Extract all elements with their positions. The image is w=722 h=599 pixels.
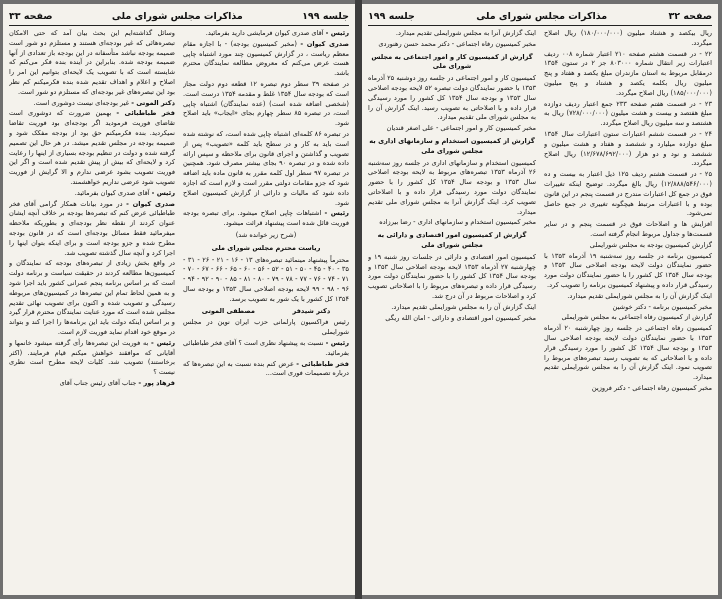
body-paragraph <box>183 80 349 129</box>
paragraph-text: عرض کنم بنده نسبت به این تبصره‌ها که درباره تصمیمات فوری است... <box>183 359 349 378</box>
speech-paragraph <box>183 29 349 39</box>
speaker-name: رئیس - <box>151 338 175 347</box>
body-paragraph <box>368 253 536 302</box>
paragraph-text: کمیسیون استخدام و سازمانهای اداری در جلسه روز سه‌شنبه ۲۶ آذرماه ۱۳۵۳ تبصره‌های مربوط به لایحه بودجه اصلاحی سال ۱۳۵۳ و بودجه سال ۱۳۵۴ کل کشور را با حضور نمایندگان دولت مورد رسیدگی قرار داده و با اصلاحاتی تصویب کرد. اینک گزارش آنرا به مجلس شورای ملی تقدیم میدارد. <box>368 158 536 216</box>
paragraph-text: (مخبر کمیسیون بودجه) - با اجازه مقام معظم ریاست ، در گزارش کمیسیون چند مورد اشتباه چاپی هست عرض می‌کنم که معروض مطالعه نمایندگان محترم باشد. <box>183 39 349 78</box>
paragraph-text: غیر بودجه‌ای نیست دوشوری است. <box>33 98 130 107</box>
page-header <box>9 7 349 26</box>
paragraph-text: در صفحه ۳۹ سطر دوم تبصره ۱۲ قطعه دوم دولت مجاز است که بودجه سال ۱۳۵۴ غلط و مقدمه ۱۳۵۴ درست است. (شخصی اضافه شده است) (عده نمایندگان) اشتباه چاپی است، در تبصره ۸۵ سطر چهارم بجای «ایجاب» باید اصلاح شود. <box>183 79 349 128</box>
signatory-name: دکتر شیدفر <box>292 306 331 315</box>
paragraph-text: در تبصره ۸۶ کلمه‌ای اشتباه چاپی شده است، که نوشته شده است باید به کار و در سطح باید کلمه «تصویب» پس از تصویب و گذاشتن و اجرای قانون برای ملاحظه و سپس ارائه داده شده و در تبصره ۹۰ بجای بیشتر مصرف شود. همچنین در تبصره ۹۷ سطر اول کلمه مقرر به قانون ماده باید اضافه شود که جزو مقامات دولتی مقرر است و لازم است که اجازه داده شود که مالیات و دارائی از گزارش کمیسیون اصلاح شود. <box>183 129 349 207</box>
paragraph-text: کمیسیون امور اقتصادی و دارائی در جلسات روز شنبه ۱۹ و چهارشنبه ۲۷ آذرماه ۱۳۵۳ لایحه بودجه اصلاحی سال ۱۳۵۳ و بودجه سال ۱۳۵۴ کل کشور را با حضور نمایندگان دولت مورد رسیدگی قرار داده و تبصره‌های مربوط را با اصلاحاتی تصویب کرد و اصلاحات مربوط در آن درج شد. <box>368 252 536 300</box>
body-paragraph <box>544 324 712 383</box>
paragraph-text: اینک گزارش آن را به مجلس شورایملی تقدیم میدارد. <box>391 302 536 311</box>
speech-paragraph <box>183 360 349 380</box>
paragraph-text: کمیسیون کار و امور اجتماعی در جلسه روز دوشنبه ۲۵ آذرماه ۱۳۵۳ با حضور نمایندگان دولت تبصره ۵۲ لایحه بودجه اصلاحی سال ۱۳۵۳ و بودجه سال ۱۳۵۴ کل کشور را مورد رسیدگی قرار داده و با اصلاحاتی به تصویب رسید. اینک گزارش آن را به مجلس شورای ملی تقدیم میدارد. <box>368 74 536 122</box>
body-paragraph <box>183 256 349 305</box>
section-heading <box>368 231 536 251</box>
paragraph-text: مخبر کمیسیون کار و امور اجتماعی - علی اصغر قندیان <box>386 124 536 133</box>
left-page <box>3 4 355 595</box>
speech-paragraph <box>183 209 349 229</box>
paragraph-text: گزارش از کمیسیون امور اقتصادی و دارائی به مجلس شورای ملی <box>377 231 527 249</box>
page-number: صفحه ۳۳ <box>9 10 53 22</box>
stage-note <box>183 231 349 241</box>
signature-line <box>183 307 349 317</box>
speaker-name: صدری کیوان - <box>126 199 175 208</box>
paragraph-text: اینک گزارش آنرا به مجلس شورایملی تقدیم میدارد. <box>395 29 536 37</box>
speech-paragraph <box>9 339 175 378</box>
body-paragraph <box>368 218 536 228</box>
speaker-name: رئیس - <box>325 29 349 37</box>
body-paragraph <box>544 303 712 313</box>
paragraph-text: گزارش از کمیسیون کار و امور اجتماعی به مجلس شورای ملی <box>371 52 533 71</box>
paragraph-text: آقای صدری کیوان فرمایشی دارید بفرمائید. <box>205 29 324 37</box>
speech-paragraph <box>9 379 175 389</box>
paragraph-text: کمیسیون رفاه اجتماعی در جلسه روز چهارشنبه ۲۰ آذرماه ۱۳۵۳ با حضور نمایندگان دولت لایحه بودجه اصلاحی سال ۱۳۵۳ و بودجه سال ۱۳۵۴ کل کشور را مورد رسیدگی قرار داده و با اصلاحاتی که به تصویب رسید تبصره‌های مربوط را تصویب نمود. اینک گزارش آن را به مجلس شورایملی تقدیم میدارد. <box>544 324 712 382</box>
section-heading <box>368 53 536 73</box>
body-paragraph <box>368 40 536 50</box>
paragraph-text: اشتباهات چاپی اصلاح میشود. برای تبصره بودجه فوریت قائل شده است پیشنهاد قرائت میشود. <box>183 209 349 228</box>
paragraph-text: گزارش کمیسیون بودجه به مجلس شورایملی <box>589 240 712 249</box>
section-heading <box>368 137 536 157</box>
speech-paragraph <box>9 99 175 109</box>
body-paragraph <box>544 313 712 323</box>
paragraph-text: به فوریت این تبصره‌ها رأی گرفته میشود خانمها و آقایانی که موافقند خواهش میکنم قیام فرمایند. (اکثر برخاستند) تصویب شد. کلیات لایحه مطرح است نظری نیست ؟ <box>9 338 175 377</box>
text-columns <box>9 29 349 591</box>
text-column-right <box>544 29 712 591</box>
paragraph-text: ۲۵ - در قسمت هشتم ردیف ۱۲۵ ذیل اعتبار به بیست و ده (۱۲/۸۸۸/۵۴۶/۰۰۰) ریال بالغ میگردد. توضیح اینکه تغییرات فوق در جمع کل اعتبارات مندرج در قسمت پنجم در این قانون بوده و با اعتبارات مرتبط هیچگونه تغییری در جمع حاصل نمی‌شود. <box>544 170 712 218</box>
publication-title: مذاکرات مجلس شورای ملی <box>476 10 608 22</box>
body-paragraph <box>368 29 536 39</box>
paragraph-text: ۲۳ - در قسمت هفتم صفحه ۲۳۳ جمع اعتبار ردیف دوازده مبلغ هفتصد و بیست و هشت میلیون (۷۲۸/۰۰۰/۰۰۰) ریال به هشتصد و سه میلیون ریال اصلاح میگردد. <box>544 99 712 128</box>
paragraph-text: ریاست محترم مجلس شورای ملی <box>211 243 321 252</box>
right-page <box>362 4 718 595</box>
paragraph-text: افزایش ها و اصلاحات فوق در قسمت پنجم و در سایر قسمت‌ها و جداول مربوط انجام گرفته است. <box>544 220 712 238</box>
paragraph-text: جناب آقای رئیس جناب آقای <box>59 378 137 387</box>
speech-paragraph <box>183 40 349 79</box>
body-paragraph <box>9 29 175 98</box>
speech-paragraph <box>9 200 175 259</box>
speaker-name: فرهاد پور - <box>138 378 175 387</box>
paragraph-text: مخبر کمیسیون رفاه اجتماعی - دکتر فروزین <box>591 383 712 392</box>
text-column-left <box>368 29 536 591</box>
body-paragraph <box>368 124 536 134</box>
speech-paragraph <box>9 109 175 187</box>
body-paragraph <box>9 259 175 337</box>
section-heading <box>183 244 349 254</box>
text-column-right <box>183 29 349 591</box>
paragraph-text: مخبر کمیسیون رفاه اجتماعی - دکتر محمد حسن رهنوردی <box>378 39 536 48</box>
paragraph-text: ریال بیکصد و هشتاد میلیون (۱۸۰/۰۰۰/۰۰۰) ریال اصلاح میگردد. <box>544 29 712 47</box>
paragraph-text: گزارش از کمیسیون رفاه اجتماعی به مجلس شورایملی <box>561 313 712 322</box>
page-number: صفحه ۳۲ <box>668 10 712 22</box>
paragraph-text: بهمین ضرورت که دوشوری است تقاضای فوریت فرمودید اگر بودجه‌ای بود فوریت تقاضا نمیکردید. بنده فکرمیکنم حق بود از بودجه مفکک شود و ضمیمه بودجه در مجلس تقدیم میشد. در هر حال این تصمیم گرفته شده و دولت در تنظیم بودجه بسیاری از اینها را رعایت کرد و لایحه‌ای که بیش از پیش تقدیم شده است و اگر این فوریت تصویب بشود عرضی ندارم و الا گرایش از فوریت تصویب شود عرضی نداریم خواهشمند. <box>9 109 175 186</box>
body-paragraph <box>368 303 536 313</box>
paragraph-text: وسائل گذاشته‌ایم این بحث بیان آمد که حتی الامکان تبصره‌هائی که غیر بودجه‌ای هستند و مستلزم دو شور است ضمیمه بودجه نباشد متأسفانه در این بودجه باز تعدادی از آنها ضمیمه بودجه شده. بنابراین در آینده بنده فکر می‌کنم که شایسته است که با تصویب یک لایحه‌ای بتوانیم این امر را اصلاح و اعلام و اهداف تقدیم شده بنده فکرمیکنم کم نظر بود این تبصره‌های غیر بودجه‌ای که مستلزم دو شور است. <box>9 29 175 96</box>
paragraph-text: مخبر کمیسیون برنامه - دکتر خوشین <box>612 302 712 311</box>
body-paragraph <box>544 241 712 251</box>
paragraph-text: نسبت به پیشنهاد نظری است ؟ آقای فخر طباطبائی بفرمائید. <box>183 338 349 357</box>
paragraph-text: مخبر کمیسیون استخدام و سازمانهای اداری - رضا بیرزاده <box>379 218 536 227</box>
book-gutter <box>355 0 362 599</box>
body-paragraph <box>368 74 536 123</box>
paragraph-text: رئیس فراکسیون پارلمانی حزب ایران نوین در مجلس شورایملی <box>183 318 349 337</box>
paragraph-text: (شرح زیر خوانده شد) <box>235 230 297 239</box>
speaker-name: رئیس - <box>325 338 349 347</box>
body-paragraph <box>544 130 712 169</box>
body-paragraph <box>544 292 712 302</box>
paragraph-text: آقای صدری کیوان بفرمائید. <box>74 188 150 197</box>
speech-paragraph <box>183 339 349 359</box>
paragraph-text: اینک گزارش آن را به مجلس شورایملی تقدیم میدارد. <box>567 291 712 300</box>
speaker-name: دکتر الموتی - <box>131 98 175 107</box>
speech-paragraph <box>9 189 175 199</box>
speaker-name: صدری کیوان - <box>300 39 349 48</box>
body-paragraph <box>544 29 712 49</box>
paragraph-text: گزارش از کمیسیون استخدام و سازمانهای اداری به مجلس شورای ملی <box>369 136 535 155</box>
paragraph-text: محترماً پیشنهاد مینمائید تبصره‌های ۱۳ - ۱۶ - ۲۱ - ۲۶ - ۳۱ - ۳۵ - ۴۰ - ۴۵ - ۵۰ - ۵۱ - ۵۲ - ۵۶ - ۶۰ - ۶۵ - ۶۶ - ۶۷ - ۷۰ - ۷۱ - ۷۴ - ۷۶ - ۷۷ - ۷۸ - ۷۹ - ۸۰ - ۸۱ - ۸۵ - ۹۰ - ۹۲ - ۹۴ - ۹۶ - ۹۸ - ۹۹ لایحه بودجه اصلاحی سال ۱۳۵۳ و بودجه سال ۱۳۵۴ کل کشور با یک شور به تصویب برسد. <box>183 255 349 303</box>
body-paragraph <box>368 314 536 324</box>
signatory-name: مصطفی الموتی <box>201 306 255 315</box>
body-paragraph <box>544 384 712 394</box>
speaker-name: رئیس - <box>324 209 349 218</box>
session-number: جلسه ۱۹۹ <box>302 10 349 22</box>
session-number: جلسه ۱۹۹ <box>368 10 415 22</box>
speaker-name: فخر طباطبائی - <box>116 109 175 118</box>
paragraph-text: در واقع بخش زیادی از تبصره‌های بودجه که نمایندگان و کمیسیون‌ها مطالعه کردند در حقیقت سیاست و برنامه دولت است که بر اساس برنامه پنجم عمرانی کشور باید اجرا شود و به همین لحاظ تمام این تبصره‌ها در کمیسیون‌های مربوطه رسیدگی و تصویب شده و اکنون برای تصویب نهائی تقدیم مجلس شده است که مورد عنایت نمایندگان محترم قرار گیرد و بر اساس اینکه دولت باید این برنامه‌ها را اجرا کند و بتواند در موقع خود اقدام نماید فوریت لازم است. <box>9 259 175 336</box>
text-column-left <box>9 29 175 591</box>
body-paragraph <box>544 170 712 219</box>
body-paragraph <box>544 252 712 291</box>
publication-title: مذاکرات مجلس شورای ملی <box>111 10 243 22</box>
speaker-name: رئیس - <box>151 188 175 197</box>
paragraph-text: ۲۴ - در قسمت ششم اعتبارات ستون اعتبارات سال ۱۳۵۴ مبلغ دوازده میلیارد و ششصد و هفتاد و هشت میلیون و ششصد و نود و دو هزار (۱۲/۶۷۸/۶۹۲/۰۰۰) ریال اصلاح میگردد. <box>544 129 712 168</box>
text-columns <box>368 29 712 591</box>
body-paragraph <box>544 50 712 99</box>
paragraph-text: مخبر کمیسیون امور اقتصادی و دارائی - امان الله ریگی <box>385 313 536 322</box>
body-paragraph <box>544 100 712 129</box>
body-paragraph <box>368 159 536 218</box>
body-paragraph <box>544 220 712 240</box>
paragraph-text: کمیسیون برنامه در جلسه روز سه‌شنبه ۱۹ آذرماه ۱۳۵۳ با حضور نمایندگان دولت لایحه بودجه اصلاحی سال ۱۳۵۳ و بودجه سال ۱۳۵۴ کل کشور را با حضور نمایندگان دولت مورد رسیدگی قرار داده و پیشنهاد کمیسیون برنامه را تصویب کرد. <box>544 251 712 289</box>
speaker-name: فخر طباطبائی - <box>296 359 349 368</box>
page-header <box>368 7 712 26</box>
body-paragraph <box>183 130 349 208</box>
body-paragraph <box>183 318 349 338</box>
paragraph-text: ۲۲ - در قسمت هشتم صفحه ۲۱۰ اعتبار شماره ۰۰۸ ردیف اعتبارات زیر انتقال شماره ۸۰۳۰۰۰ جز ۲ در ستون ۱۳۵۴ درمقابل مربوط به استان مازندران مبلغ یکصد و هفتاد و پنج میلیون ریال بکلمه یکصد و هشتاد و پنج میلیون (۱۸۵/۰۰۰/۰۰۰) ریال اصلاح میگردد. <box>544 49 712 97</box>
paragraph-text: در مورد بیانات همکار گرامی آقای فخر طباطبائی عرض کنم که تبصره‌ها بودجه بر خلاف آنچه ایشان عنوان کردند از نقطه نظر بودجه‌ای و بطوریکه ملاحظه میفرمائید فقط مسائل بودجه‌ای است که در قانون بودجه مطرح شده و جزو بودجه است و برای اینکه بتوان اینها را اجرا کرد و آنچه سال گذشته تصویب شد. <box>9 199 175 257</box>
